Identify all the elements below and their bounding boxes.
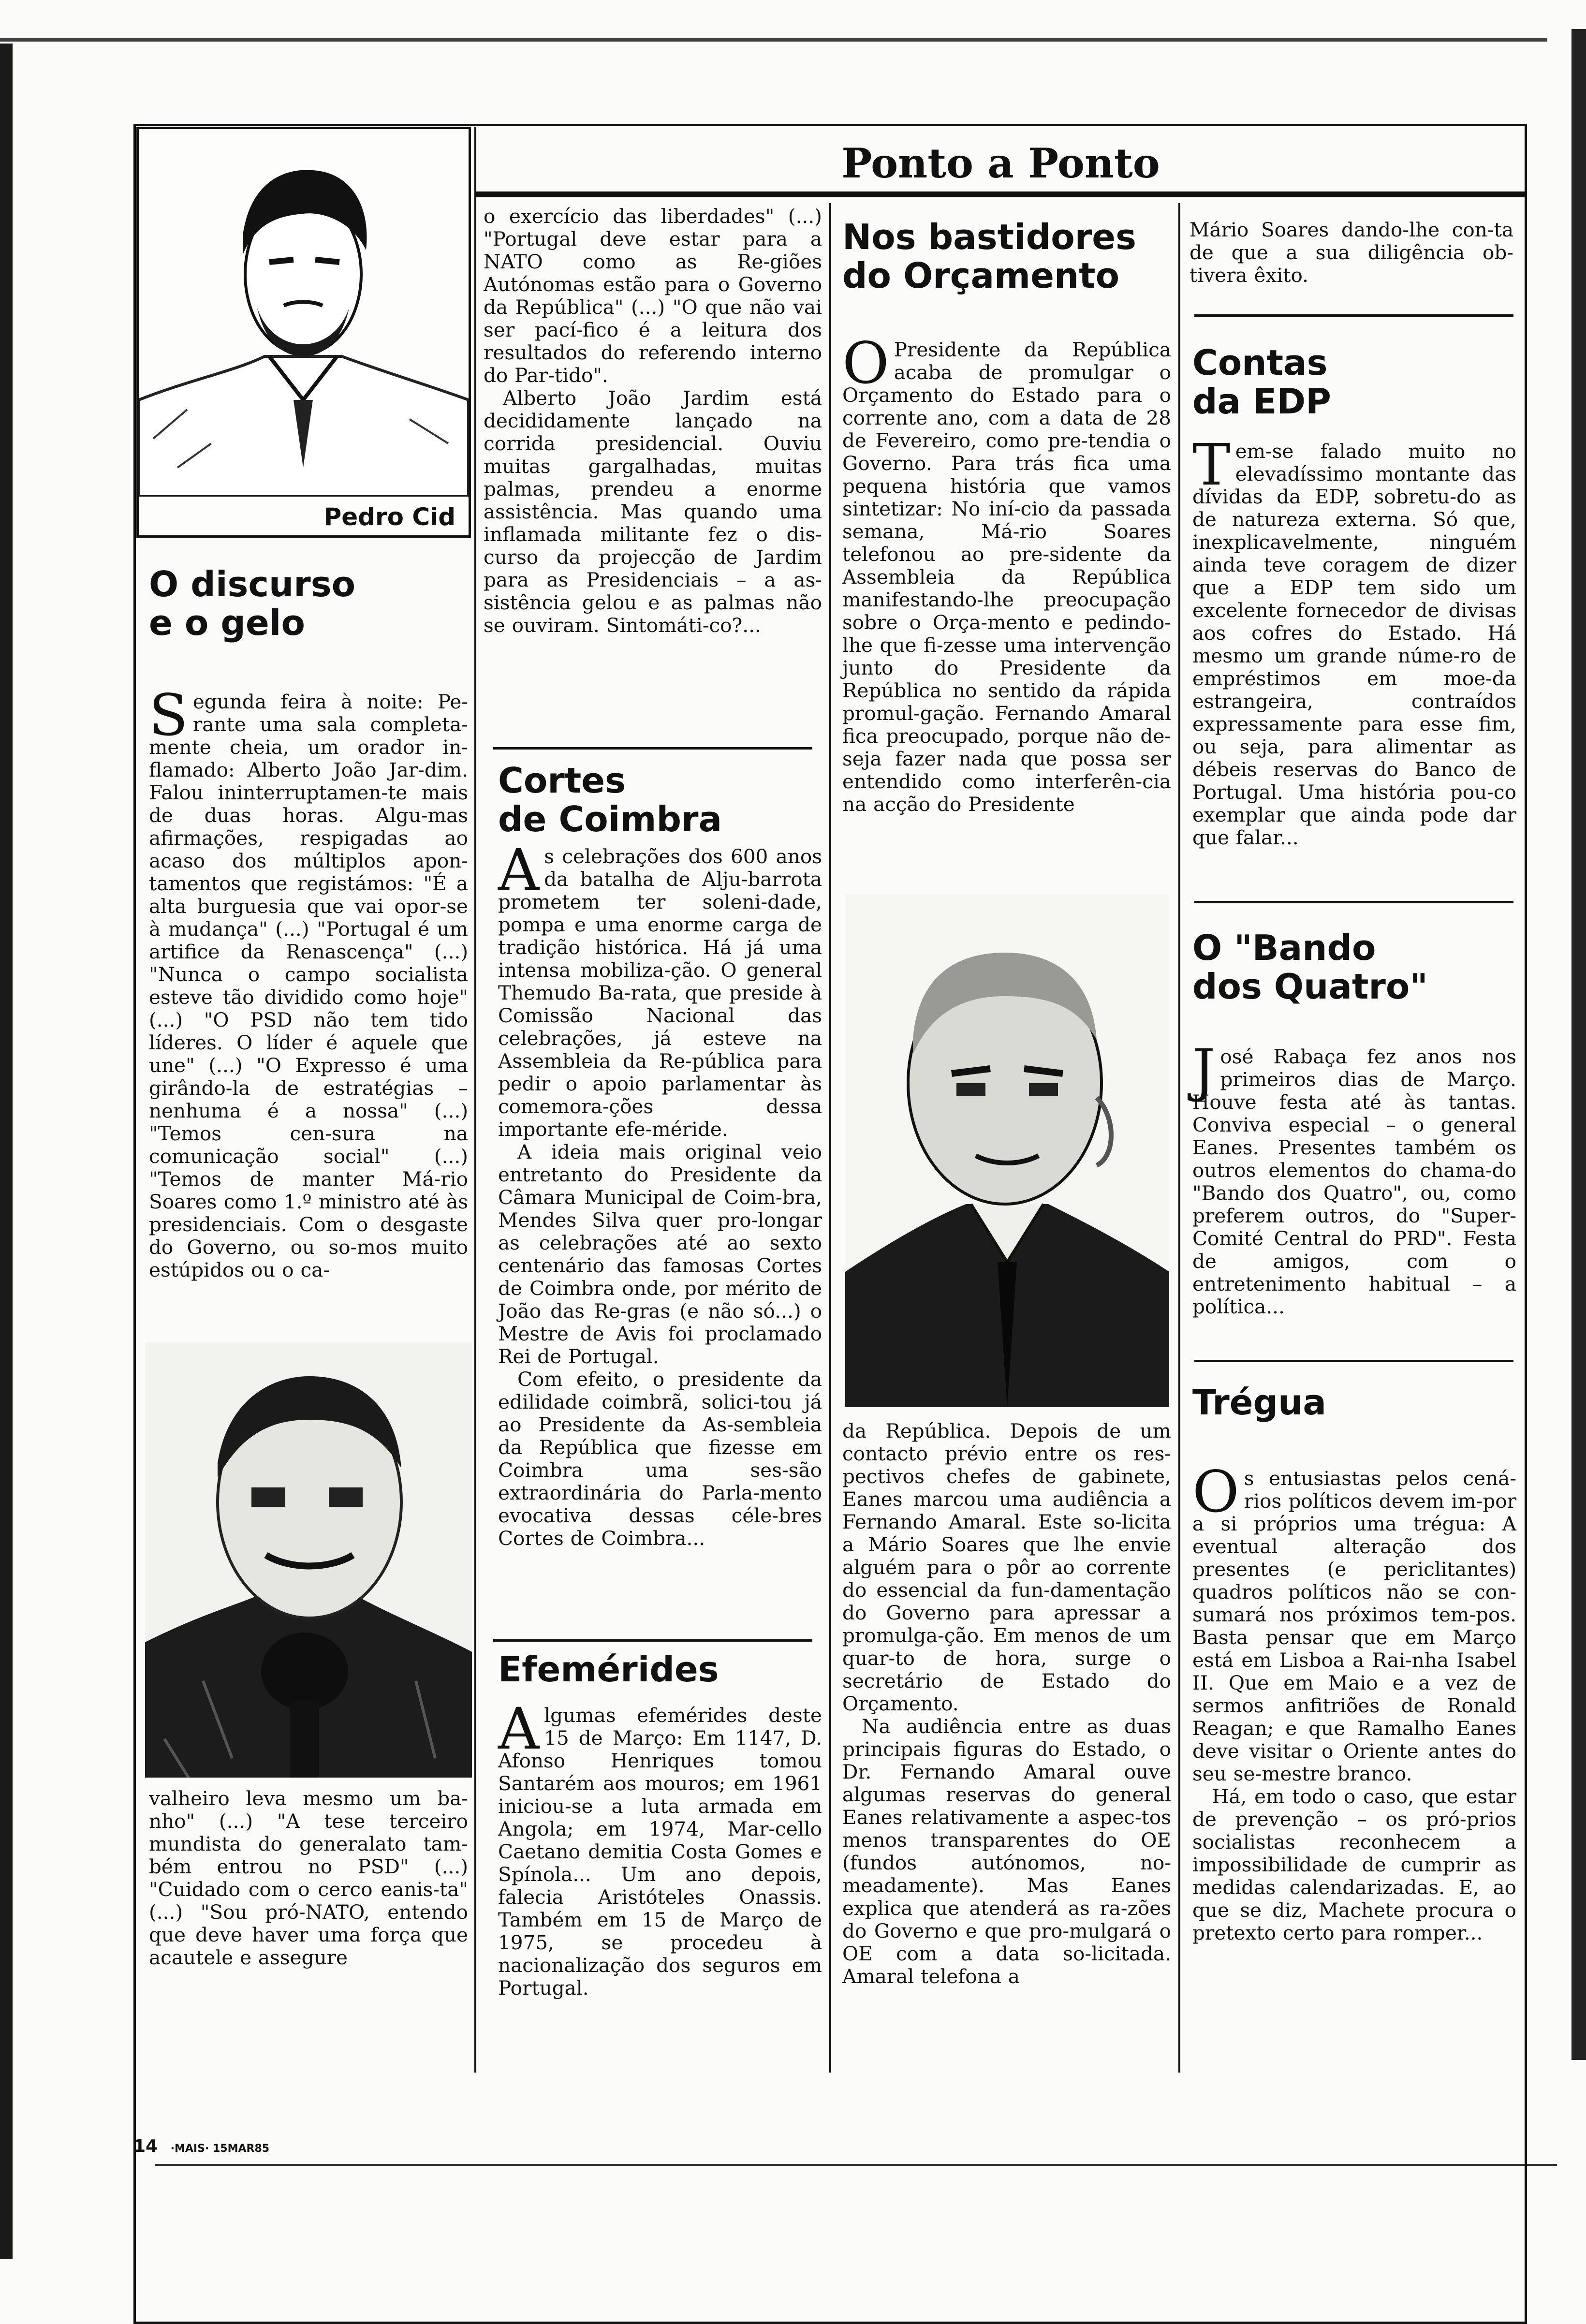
article-text: Com efeito, o presidente da edilidade coimbrã, solici-tou já ao Presidente da As-sembleia da República que fizesse em Coimbra uma ses-são extraordinária do Parla-mento evocativa dessas céle-bres Cortes de Coimbra... bbox=[498, 1368, 822, 1550]
headline-line: O discurso bbox=[149, 564, 356, 604]
column-rule bbox=[1178, 203, 1180, 2073]
article-headline bbox=[842, 218, 1171, 295]
drop-cap: A bbox=[498, 837, 540, 903]
drop-cap: S bbox=[149, 682, 188, 749]
photo-politician-microphone bbox=[145, 1342, 472, 1778]
headline-line: dos Quatro" bbox=[1192, 966, 1428, 1007]
article-body bbox=[1192, 1458, 1516, 1944]
headline-line: da EDP bbox=[1192, 381, 1331, 422]
drop-cap: O bbox=[1192, 1458, 1239, 1525]
article-text: s celebrações dos 600 anos da batalha de Alju-barrota prometem ter soleni-dade, pompa e uma enorme carga de tradição histórica. Há já uma intensa mobiliza-ção. O general Themudo Ba-rata, que preside à Comissão Nacional das celebrações, já esteve na Assembleia da Re-pública para pedir o apoio parlamentar às comemora-ções dessa importante efe-méride. bbox=[498, 845, 822, 1141]
article-body-continued bbox=[484, 205, 822, 637]
article-text: em-se falado muito no elevadíssimo montante das dívidas da EDP, sobretu-do as de natureza externa. Só que, inexplicavelmente, ninguém ainda teve coragem de dizer que a EDP tem sido um excelente fornecedor de divisas aos cofres do Estado. Há mesmo um grande núme-ro de empréstimos em moe-da estrangeira, contraídos expressamente para esse fim, ou seja, para alimentar as débeis reservas do Banco de Portugal. Uma história pou-co exemplar que ainda pode dar que falar... bbox=[1192, 440, 1516, 849]
article-text: da República. Depois de um contacto prévio entre os res-pectivos chefes de gabinete, Eanes marcou uma audiência a Fernando Amaral. Este so-licita a Mário Soares que lhe envie alguém para o pôr ao corrente do essencial da fun-damentação do Governo para apressar a promulga-ção. Em menos de um quar-to de hora, surge o secretário de Estado do Orçamento. bbox=[842, 1419, 1171, 1715]
headline-line: Efemérides bbox=[498, 1649, 719, 1690]
article-divider bbox=[1194, 1360, 1513, 1362]
article-text: A ideia mais original veio entretanto do Presidente da Câmara Municipal de Coim-bra, Mendes Silva quer pro-longar as celebrações até ao sexto centenário das famosas Cortes de Coimbra onde, por mérito de João das Re-gras (e não só...) o Mestre de Avis foi proclamado Rei de Portugal. bbox=[498, 1140, 822, 1368]
article-text: Presidente da República acaba de promulgar o Orçamento do Estado para o corrente ano, com a data de 28 de Fevereiro, como pre-tendia o Governo. Para trás fica uma pequena história que vamos sintetizar: No iní-cio da passada semana, Má-rio Soares telefonou ao pre-sidente da Assembleia da República manifestando-lhe preocupação sobre o Orça-mento e pedindo-lhe que fi-zesse uma intervenção junto do Presidente da República no sentido da rápida promul-gação. Fernando Amaral fica preocupado, porque não de-seja fazer nada que possa ser entendido como interferên-cia na acção do Presidente bbox=[842, 338, 1171, 816]
article-headline bbox=[498, 1650, 817, 1689]
headline-line: Trégua bbox=[1192, 1382, 1326, 1423]
article-body bbox=[498, 1695, 822, 2000]
headline-line: e o gelo bbox=[149, 603, 305, 643]
scan-edge-top bbox=[0, 38, 1547, 42]
page-footer bbox=[133, 2136, 269, 2156]
column-rule bbox=[474, 127, 476, 2073]
drop-cap: J bbox=[1192, 1037, 1216, 1103]
article-body-continued bbox=[1190, 219, 1513, 287]
column-rule bbox=[829, 203, 831, 2073]
headline-line: Cortes bbox=[498, 760, 626, 801]
article-body-continued bbox=[842, 1420, 1171, 1988]
headline-line: Contas bbox=[1192, 342, 1328, 383]
article-headline bbox=[1192, 1383, 1512, 1422]
photo-politician-microphone-image bbox=[145, 1342, 472, 1778]
article-headline bbox=[149, 565, 468, 642]
headline-line: O "Bando bbox=[1192, 927, 1376, 968]
columnist-portrait-drawing bbox=[139, 129, 469, 497]
publication-date: ·MAIS· 15MAR85 bbox=[170, 2143, 270, 2155]
article-body bbox=[149, 682, 468, 1281]
article-divider bbox=[493, 747, 812, 750]
article-text: Na audiência entre as duas principais figuras do Estado, o Dr. Fernando Amaral ouve algumas reservas do general Eanes relativamente a aspec-tos menos transparentes do OE (fundos autónomos, no-meadamente). Mas Eanes explica que atenderá as ra-zões do Governo e que pro-mulgará o OE com a data so-licitada. Amaral telefona a bbox=[842, 1715, 1171, 1988]
article-text: osé Rabaça fez anos nos primeiros dias de Março. Houve festa até às tantas. Conviva especial – o general Eanes. Presentes também os outros elementos do chama-do "Bando dos Quatro", ou, como preferem outros, do "Super-Comité Central do PRD". Festa de amigos, com o entretenimento habitual – a política... bbox=[1192, 1045, 1516, 1318]
article-text: Alberto João Jardim está decididamente lançado na corrida presidencial. Ouviu muitas gargalhadas, muitas palmas, prendeu a enorme assistência. Mas quando uma inflamada militante fez o dis-curso da projecção de Jardim para as Presidenciais – a as-sistência gelou e as palmas não se ouviram. Sintomáti-co?... bbox=[484, 386, 822, 637]
article-body bbox=[1192, 1037, 1516, 1318]
article-text: lgumas efemérides deste 15 de Março: Em 1147, D. Afonso Henriques tomou Santarém aos mouros; em 1961 iniciou-se a luta armada em Angola; em 1974, Mar-cello Caetano demitia Costa Gomes e Spínola... Um ano depois, falecia Aristóteles Onassis. Também em 15 de Março de 1975, se procedeu à nacionalização dos seguros em Portugal. bbox=[498, 1704, 822, 2000]
article-text: s entusiastas pelos cená-rios políticos devem im-por a si próprios uma trégua: A eventual alteração dos presentes (e periclitantes) quadros políticos não se con-sumará nos próximos tem-pos. Basta pensar que em Março está em Lisboa a Rai-nha Isabel II. Que em Maio e a vez de sermos anfitriões de Ronald Reagan; e que Ramalho Eanes deve visitar o Oriente antes do seu se-mestre branco. bbox=[1192, 1467, 1516, 1785]
article-text: egunda feira à noite: Pe-rante uma sala completa-mente cheia, um orador in-flamado: Alberto João Jar-dim. Falou ininterruptamen-te mais de duas horas. Algu-mas afirmações, respigadas ao acaso dos múltiplos apon-tamentos que registámos: "É a alta burguesia que vai opor-se à mudança" (...) "Portugal é um artifice da Renascença" (...) "Nunca o campo socialista esteve tão dividido como hoje" (...) "O PSD não tem tido líderes. O líder é aquele que une" (...) "O Expresso é uma girândo-la de estratégias – nenhuma é a nossa" (...) "Temos cen-sura na comunicação social" (...) "Temos de manter Má-rio Soares como 1.º ministro até às presidenciais. Com o desgaste do Governo, ou so-mos muito estúpidos ou o ca- bbox=[149, 690, 468, 1281]
article-text: Mário Soares dando-lhe con-ta de que a sua diligência ob-tivera êxito. bbox=[1190, 218, 1513, 287]
scan-edge-right bbox=[1571, 29, 1586, 2060]
article-body-continued bbox=[149, 1787, 468, 1969]
photo-politician-portrait-image bbox=[845, 895, 1169, 1407]
page-number: 14 bbox=[133, 2136, 158, 2156]
article-headline bbox=[498, 761, 817, 838]
byline: Pedro Cid bbox=[323, 503, 455, 531]
scan-edge-left bbox=[0, 44, 13, 2259]
article-text: o exercício das liberdades" (...) "Portugal deve estar para a NATO como as Re-giões Autónomas estão para o Governo da República" (...) "O que não vai ser pací-fico é a leitura dos resultados do referendo interno do Par-tido". bbox=[484, 205, 822, 387]
article-headline bbox=[1192, 928, 1512, 1006]
article-divider bbox=[1194, 314, 1513, 317]
article-divider bbox=[1194, 901, 1513, 903]
photo-politician-portrait bbox=[845, 895, 1169, 1407]
article-body bbox=[842, 330, 1171, 816]
article-body bbox=[498, 837, 822, 1550]
columnist-portrait-frame bbox=[136, 127, 471, 538]
article-text: Há, em todo o caso, que estar de prevenção – os pró-prios socialistas reconhecem a impossibilidade de cumprir as medidas calendarizadas. E, ao que se diz, Machete procura o pretexto certo para romper... bbox=[1192, 1785, 1516, 1944]
headline-line: do Orçamento bbox=[842, 255, 1120, 296]
drop-cap: O bbox=[842, 330, 889, 397]
article-divider bbox=[493, 1639, 812, 1642]
section-title: Ponto a Ponto bbox=[841, 139, 1160, 187]
headline-line: Nos bastidores bbox=[842, 217, 1136, 257]
headline-line: de Coimbra bbox=[498, 799, 722, 839]
article-body bbox=[1192, 431, 1516, 849]
article-text: valheiro leva mesmo um ba-nho" (...) "A tese terceiro mundista do generalato tam-bém entrou no PSD" (...) "Cuidado com o cerco eanis-ta" (...) "Sou pró-NATO, entendo que deve haver uma força que acautele e assegure bbox=[149, 1787, 468, 1969]
drop-cap: A bbox=[498, 1695, 540, 1762]
drop-cap: T bbox=[1192, 431, 1231, 498]
article-headline bbox=[1192, 343, 1512, 421]
